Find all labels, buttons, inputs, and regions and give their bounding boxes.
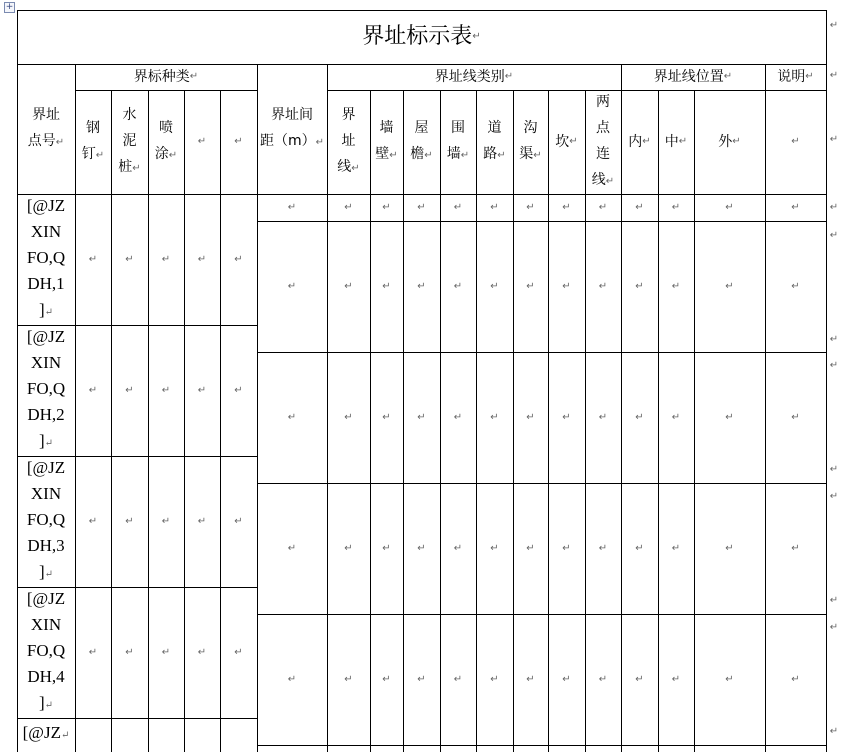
paragraph-mark: ↵	[382, 673, 391, 685]
paragraph-mark: ↵	[287, 201, 297, 213]
paragraph-mark: ↵	[598, 201, 608, 213]
segment-cell[interactable]	[476, 483, 513, 614]
paragraph-mark: ↵	[44, 569, 54, 580]
paragraph-mark: ↵	[287, 280, 297, 292]
row-end-mark: ↵	[829, 70, 839, 81]
paragraph-mark: ↵	[472, 31, 481, 42]
paragraph-mark: ↵	[562, 411, 571, 423]
paragraph-mark: ↵	[678, 136, 688, 147]
paragraph-mark: ↵	[635, 673, 644, 685]
group-note[interactable]: 说明 ↵	[765, 64, 826, 90]
paragraph-mark: ↵	[344, 280, 353, 292]
paragraph-mark: ↵	[234, 136, 243, 147]
marker-cell[interactable]	[111, 194, 148, 325]
paragraph-mark: ↵	[635, 411, 644, 423]
segment-cell[interactable]	[658, 483, 694, 614]
header-ridge[interactable]: 坎 ↵	[548, 90, 585, 194]
paragraph-mark: ↵	[791, 542, 800, 554]
header-eaves[interactable]: 屋 檐↵	[410, 120, 433, 162]
segment-cell[interactable]	[476, 614, 513, 745]
paragraph-mark: ↵	[132, 163, 141, 174]
segment-cell[interactable]	[370, 614, 403, 745]
paragraph-mark: ↵	[598, 542, 608, 554]
segment-cell[interactable]	[476, 352, 513, 483]
marker-cell[interactable]	[75, 325, 111, 456]
marker-cell[interactable]	[184, 325, 220, 456]
paragraph-mark: ↵	[725, 411, 734, 423]
paragraph-mark: ↵	[125, 646, 134, 658]
paragraph-mark: ↵	[234, 515, 243, 527]
row-end-mark: ↵	[829, 464, 839, 475]
paragraph-mark: ↵	[88, 646, 98, 658]
header-note-cell[interactable]	[765, 90, 826, 194]
paragraph-mark: ↵	[490, 411, 499, 423]
paragraph-mark: ↵	[453, 201, 463, 213]
paragraph-mark: ↵	[497, 150, 506, 161]
paragraph-mark: ↵	[189, 71, 199, 82]
paragraph-mark: ↵	[725, 201, 734, 213]
paragraph-mark: ↵	[125, 253, 134, 265]
segment-cell[interactable]	[548, 352, 585, 483]
row-end-mark: ↵	[829, 595, 839, 606]
segment-cell[interactable]	[548, 483, 585, 614]
marker-cell[interactable]	[111, 587, 148, 718]
paragraph-mark: ↵	[723, 71, 733, 82]
marker-cell[interactable]	[184, 456, 220, 587]
marker-cell[interactable]	[220, 456, 257, 587]
point-code-1[interactable]: [@JZ XIN FO,Q DH,1 ]↵	[26, 196, 66, 319]
segment-cell[interactable]	[694, 194, 765, 221]
paragraph-mark: ↵	[526, 673, 535, 685]
segment-cell[interactable]	[585, 221, 621, 352]
paragraph-mark: ↵	[490, 201, 499, 213]
row-end-mark: ↵	[829, 134, 839, 145]
segment-cell[interactable]	[658, 221, 694, 352]
paragraph-mark: ↵	[791, 280, 800, 292]
header-two-point[interactable]: 两 点 连 线↵	[591, 94, 615, 188]
paragraph-mark: ↵	[460, 150, 470, 161]
segment-cell[interactable]	[548, 221, 585, 352]
segment-cell[interactable]	[370, 483, 403, 614]
header-blank-1[interactable]	[184, 90, 220, 194]
paragraph-mark: ↵	[417, 673, 426, 685]
paragraph-mark: ↵	[635, 280, 644, 292]
paragraph-mark: ↵	[725, 673, 734, 685]
marker-cell[interactable]	[184, 587, 220, 718]
segment-cell[interactable]	[476, 221, 513, 352]
marker-cell[interactable]	[148, 194, 184, 325]
paragraph-mark: ↵	[598, 673, 608, 685]
paragraph-mark: ↵	[725, 542, 734, 554]
paragraph-mark: ↵	[598, 280, 608, 292]
segment-cell[interactable]	[548, 194, 585, 221]
header-steel-nail[interactable]: 钢 钉↵	[81, 120, 105, 162]
segment-cell[interactable]	[476, 194, 513, 221]
row-end-mark: ↵	[829, 230, 839, 241]
segment-cell[interactable]	[765, 483, 826, 614]
marker-cell[interactable]	[220, 587, 257, 718]
table-title[interactable]: 界址标示表 ↵	[362, 24, 481, 49]
paragraph-mark: ↵	[671, 411, 681, 423]
paragraph-mark: ↵	[161, 384, 171, 396]
segment-cell[interactable]	[327, 352, 370, 483]
paragraph-mark: ↵	[504, 71, 514, 82]
paragraph-mark: ↵	[88, 384, 98, 396]
segment-cell[interactable]	[440, 352, 476, 483]
row-end-mark: ↵	[829, 491, 839, 502]
paragraph-mark: ↵	[417, 201, 426, 213]
paragraph-mark: ↵	[642, 136, 651, 147]
paragraph-mark: ↵	[417, 542, 426, 554]
paragraph-mark: ↵	[725, 280, 734, 292]
row-end-mark: ↵	[829, 20, 839, 31]
segment-cell[interactable]	[765, 221, 826, 352]
paragraph-mark: ↵	[533, 150, 542, 161]
paragraph-mark: ↵	[453, 280, 463, 292]
segment-cell[interactable]	[513, 614, 548, 745]
paragraph-mark: ↵	[453, 673, 463, 685]
header-fence[interactable]: 围 墙↵	[446, 120, 470, 162]
paragraph-mark: ↵	[453, 411, 463, 423]
segment-cell[interactable]	[440, 483, 476, 614]
paragraph-mark: ↵	[635, 542, 644, 554]
paragraph-mark: ↵	[382, 542, 391, 554]
paragraph-mark: ↵	[344, 673, 353, 685]
paragraph-mark: ↵	[490, 673, 499, 685]
paragraph-mark: ↵	[562, 201, 571, 213]
header-boundary-line[interactable]: 界 址 线↵	[337, 107, 360, 175]
paragraph-mark: ↵	[569, 136, 578, 147]
paragraph-mark: ↵	[287, 542, 297, 554]
paragraph-mark: ↵	[635, 201, 644, 213]
paragraph-mark: ↵	[55, 137, 65, 148]
segment-cell[interactable]	[765, 352, 826, 483]
paragraph-mark: ↵	[526, 411, 535, 423]
paragraph-mark: ↵	[44, 700, 54, 711]
segment-cell[interactable]	[694, 483, 765, 614]
segment-cell[interactable]	[513, 221, 548, 352]
paragraph-mark: ↵	[44, 438, 54, 449]
marker-cell[interactable]	[148, 325, 184, 456]
marker-cell[interactable]	[220, 194, 257, 325]
paragraph-mark: ↵	[562, 280, 571, 292]
header-ditch[interactable]: 沟 渠↵	[519, 120, 542, 162]
segment-cell[interactable]	[513, 194, 548, 221]
segment-cell[interactable]	[440, 194, 476, 221]
segment-cell[interactable]	[440, 221, 476, 352]
segment-cell[interactable]	[257, 352, 327, 483]
point-code-3[interactable]: [@JZ XIN FO,Q DH,3 ]↵	[26, 458, 66, 581]
group-line-types[interactable]: 界址线类别 ↵	[327, 64, 621, 90]
paragraph-mark: ↵	[161, 253, 171, 265]
paragraph-mark: ↵	[598, 411, 608, 423]
paragraph-mark: ↵	[382, 201, 391, 213]
paragraph-mark: ↵	[791, 201, 800, 213]
paragraph-mark: ↵	[526, 280, 535, 292]
marker-cell[interactable]	[75, 456, 111, 587]
paragraph-mark: ↵	[791, 673, 800, 685]
segment-cell[interactable]	[548, 614, 585, 745]
paragraph-mark: ↵	[671, 280, 681, 292]
paragraph-mark: ↵	[382, 411, 391, 423]
paragraph-mark: ↵	[197, 646, 207, 658]
group-marker-types[interactable]: 界标种类 ↵	[75, 64, 257, 90]
paragraph-mark: ↵	[125, 515, 134, 527]
header-distance[interactable]: 界址间 距（m）↵	[259, 107, 325, 149]
paragraph-mark: ↵	[382, 280, 391, 292]
segment-cell[interactable]	[327, 483, 370, 614]
paragraph-mark: ↵	[351, 163, 360, 174]
paragraph-mark: ↵	[417, 411, 426, 423]
row-end-mark: ↵	[829, 334, 839, 345]
header-point-no[interactable]: 界址 点号↵	[27, 107, 65, 149]
segment-cell[interactable]	[765, 194, 826, 221]
segment-cell[interactable]	[513, 352, 548, 483]
segment-cell[interactable]	[621, 194, 658, 221]
segment-cell[interactable]	[585, 483, 621, 614]
segment-cell[interactable]	[257, 194, 327, 221]
segment-cell[interactable]	[621, 221, 658, 352]
marker-cell[interactable]	[184, 194, 220, 325]
segment-cell[interactable]	[403, 221, 440, 352]
paragraph-mark: ↵	[125, 384, 134, 396]
header-outer[interactable]: 外 ↵	[694, 90, 765, 194]
paragraph-mark: ↵	[490, 280, 499, 292]
header-road[interactable]: 道 路↵	[483, 120, 506, 162]
header-wall[interactable]: 墙 壁↵	[375, 120, 398, 162]
paragraph-mark: ↵	[526, 542, 535, 554]
segment-cell[interactable]	[658, 352, 694, 483]
paragraph-mark: ↵	[197, 384, 207, 396]
segment-cell[interactable]	[403, 194, 440, 221]
paragraph-mark: ↵	[287, 411, 297, 423]
paragraph-mark: ↵	[732, 136, 741, 147]
segment-cell[interactable]	[403, 483, 440, 614]
segment-cell[interactable]	[621, 614, 658, 745]
paragraph-mark: ↵	[562, 673, 571, 685]
paragraph-mark: ↵	[60, 730, 70, 741]
paragraph-mark: ↵	[453, 542, 463, 554]
segment-cell[interactable]	[257, 221, 327, 352]
row-end-mark: ↵	[829, 202, 839, 213]
point-code-5[interactable]: [@JZ↵	[22, 723, 70, 742]
segment-cell[interactable]	[327, 221, 370, 352]
marker-cell[interactable]	[220, 325, 257, 456]
paragraph-mark: ↵	[671, 542, 681, 554]
paragraph-mark: ↵	[805, 71, 814, 82]
paragraph-mark: ↵	[389, 150, 398, 161]
segment-cell[interactable]	[765, 614, 826, 745]
marker-cell[interactable]	[75, 194, 111, 325]
paragraph-mark: ↵	[344, 411, 353, 423]
segment-cell[interactable]	[621, 483, 658, 614]
paragraph-mark: ↵	[168, 150, 178, 161]
header-cement-pile[interactable]: 水 泥 桩↵	[118, 107, 141, 175]
row-end-mark: ↵	[829, 622, 839, 633]
header-blank-2[interactable]	[220, 90, 257, 194]
segment-cell[interactable]	[513, 483, 548, 614]
paragraph-mark: ↵	[526, 201, 535, 213]
header-inner[interactable]: 内 ↵	[621, 90, 658, 194]
paragraph-mark: ↵	[671, 201, 681, 213]
segment-cell[interactable]	[694, 221, 765, 352]
paragraph-mark: ↵	[234, 646, 243, 658]
segment-cell[interactable]	[327, 194, 370, 221]
paragraph-mark: ↵	[287, 673, 297, 685]
paragraph-mark: ↵	[234, 253, 243, 265]
paragraph-mark: ↵	[424, 150, 433, 161]
table-rule	[257, 745, 826, 746]
segment-cell[interactable]	[370, 221, 403, 352]
paragraph-mark: ↵	[671, 673, 681, 685]
segment-cell[interactable]	[621, 352, 658, 483]
paragraph-mark: ↵	[44, 307, 54, 318]
paragraph-mark: ↵	[791, 136, 800, 147]
segment-cell[interactable]	[257, 614, 327, 745]
segment-cell[interactable]	[694, 352, 765, 483]
paragraph-mark: ↵	[417, 280, 426, 292]
table-rule	[826, 194, 827, 752]
segment-cell[interactable]	[585, 614, 621, 745]
paragraph-mark: ↵	[161, 515, 171, 527]
header-middle[interactable]: 中 ↵	[658, 90, 694, 194]
marker-cell[interactable]	[75, 587, 111, 718]
segment-cell[interactable]	[585, 352, 621, 483]
paragraph-mark: ↵	[88, 253, 98, 265]
segment-cell[interactable]	[327, 614, 370, 745]
segment-cell[interactable]	[370, 194, 403, 221]
paragraph-mark: ↵	[562, 542, 571, 554]
segment-cell[interactable]	[658, 614, 694, 745]
paragraph-mark: ↵	[344, 201, 353, 213]
paragraph-mark: ↵	[197, 136, 207, 147]
paragraph-mark: ↵	[605, 176, 615, 187]
paragraph-mark: ↵	[95, 150, 105, 161]
row-end-mark: ↵	[829, 726, 839, 737]
paragraph-mark: ↵	[197, 253, 207, 265]
group-line-position[interactable]: 界址线位置 ↵	[621, 64, 765, 90]
paragraph-mark: ↵	[234, 384, 243, 396]
paragraph-mark: ↵	[88, 515, 98, 527]
paragraph-mark: ↵	[490, 542, 499, 554]
segment-cell[interactable]	[658, 194, 694, 221]
point-code-2[interactable]: [@JZ XIN FO,Q DH,2 ]↵	[26, 327, 66, 450]
marker-cell[interactable]	[111, 325, 148, 456]
paragraph-mark: ↵	[791, 411, 800, 423]
segment-cell[interactable]	[440, 614, 476, 745]
segment-cell[interactable]	[370, 352, 403, 483]
segment-cell[interactable]	[694, 614, 765, 745]
segment-cell[interactable]	[585, 194, 621, 221]
segment-cell[interactable]	[257, 483, 327, 614]
paragraph-mark: ↵	[197, 515, 207, 527]
marker-cell[interactable]	[148, 456, 184, 587]
paragraph-mark: ↵	[344, 542, 353, 554]
paragraph-mark: ↵	[315, 137, 325, 148]
paragraph-mark: ↵	[161, 646, 171, 658]
segment-cell[interactable]	[403, 352, 440, 483]
marker-cell[interactable]	[111, 456, 148, 587]
table-move-handle-icon[interactable]: +	[5, 2, 14, 12]
segment-cell[interactable]	[403, 614, 440, 745]
point-code-4[interactable]: [@JZ XIN FO,Q DH,4 ]↵	[26, 589, 66, 712]
row-end-mark: ↵	[829, 360, 839, 371]
marker-cell[interactable]	[148, 587, 184, 718]
header-paint[interactable]: 喷 涂↵	[154, 120, 178, 162]
